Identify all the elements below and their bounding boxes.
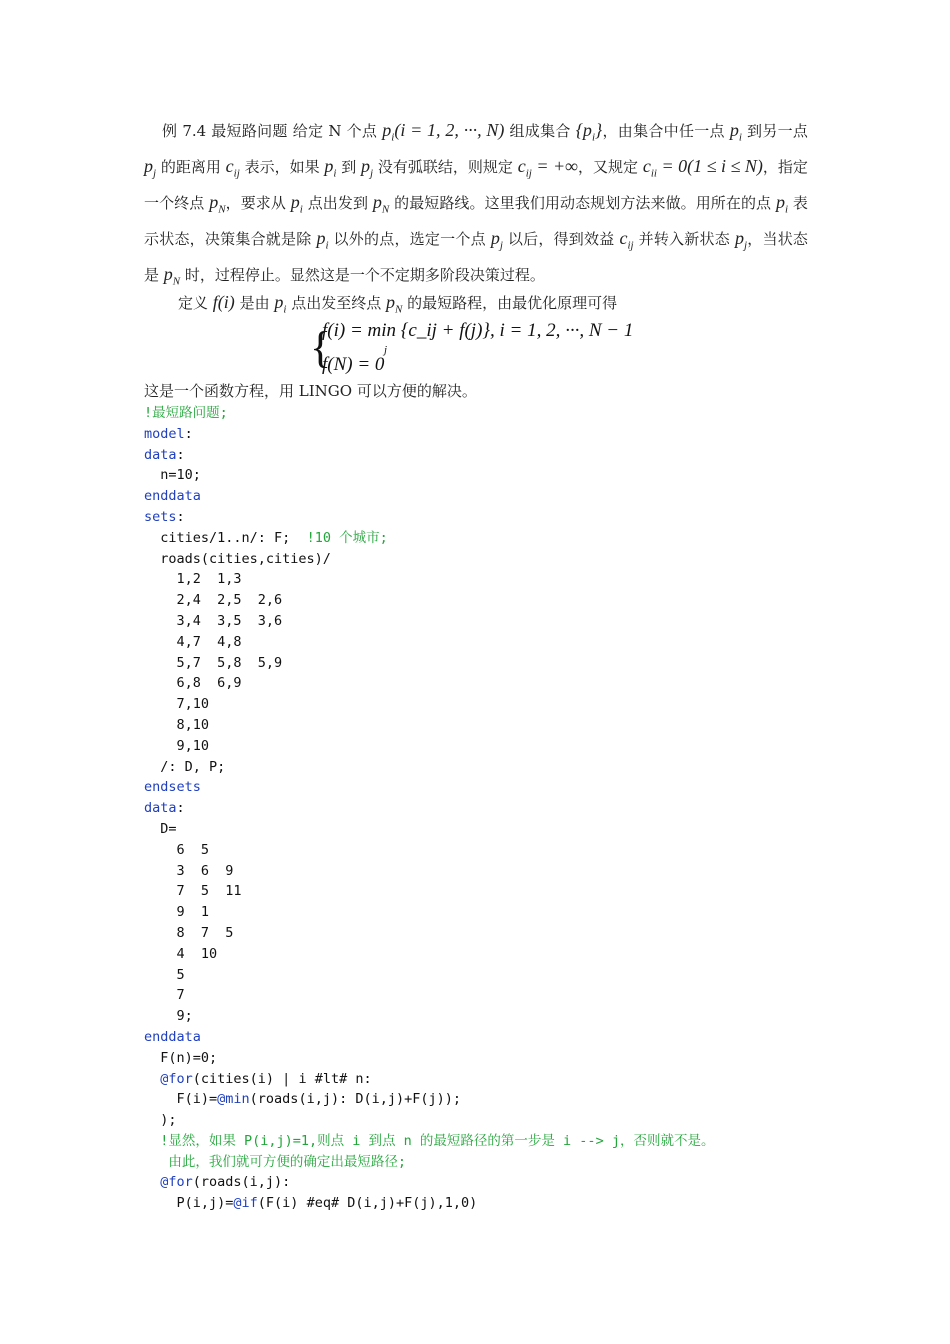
- code-comment: !显然，如果 P(i,j)=1,则点 i 到点 n 的最短路径的第一步是 i --> j，否则就不是。: [144, 1132, 715, 1149]
- code-text: F(n)=0;: [144, 1049, 218, 1066]
- code-line: [144, 673, 808, 694]
- equation-line-1: f(i) = min {c_ij + f(j)}, i = 1, 2, ···, N − 1: [322, 320, 634, 341]
- code-line: [144, 653, 808, 674]
- code-line: [144, 861, 808, 882]
- code-text: (F(i) #eq# D(i,j)+F(j),1,0): [257, 1195, 478, 1212]
- code-keyword: enddata: [144, 488, 201, 505]
- code-line: [144, 1048, 808, 1069]
- code-line: [144, 569, 808, 590]
- code-line: [144, 923, 808, 944]
- code-line: [144, 1027, 808, 1048]
- code-line: [144, 798, 808, 819]
- math-cij: $c_{ij}$: [619, 228, 634, 252]
- code-comment: 由此，我们就可方便的确定出最短路径;: [144, 1153, 407, 1170]
- code-keyword: @for: [160, 1174, 193, 1191]
- code-comment: !最短路问题;: [144, 405, 228, 421]
- equation-line-2: f(N) = 0: [322, 354, 385, 375]
- code-keyword: data: [144, 800, 177, 817]
- paragraph-problem-statement: 例 7.4 最短路问题 给定 N 个点 $p_i(i = 1$, 2, ···, N) 组成集合 $\{p_i\}$，由集合中任一点 $p_i$ 到另一点 $p_j$ 的距离用 $c_{ij}$ 表示，如果 $p_i$ 到 $p_j$ 没有弧联结，则规定 $c_{ij}$ = +∞，又规定 $c_{ii} = 0(1 \le i \le N)$，指定一个终点 $p_N$，要求从 $p_i$ 点出发到 $p_N$ 的最短路线。这里我们用动态规划方法来做。用所在的点 $p_i$ 表示状态，决策集合就是除 $p_i$ 以外的点，选定一个点 $p_j$ 以后，得到效益 $c_{ij}$ 并转入新状态 $p_j$，当状态是 $p_N$ 时，过程停止。显然这是一个不定期多阶段决策过程。: [144, 120, 808, 288]
- math-pj: $p_j$: [144, 156, 157, 180]
- math-pi: $p_i$: [274, 292, 287, 316]
- paragraph-lingo-intro: 这是一个函数方程，用 LINGO 可以方便的解决。: [144, 382, 477, 400]
- code-text: :: [184, 425, 193, 442]
- code-text: n=10;: [144, 467, 201, 484]
- code-line: [144, 902, 808, 923]
- code-text: [144, 1174, 160, 1190]
- code-line: [144, 777, 808, 798]
- code-line: [144, 1131, 808, 1152]
- math-set-pi: $\{p_i\}$: [575, 120, 603, 144]
- code-text: 6,8 6,9: [144, 675, 242, 692]
- math-pi: $p_i$: [290, 192, 303, 216]
- code-text: 8,10: [144, 716, 210, 733]
- code-text: F(i)=: [144, 1091, 218, 1108]
- code-text: [144, 1071, 160, 1087]
- code-line: [144, 549, 808, 570]
- math-pj: $p_j$: [361, 156, 374, 180]
- code-text: 7: [144, 987, 185, 1004]
- code-text: );: [144, 1112, 177, 1129]
- code-line: [144, 1110, 808, 1131]
- code-text: 5,7 5,8 5,9: [144, 654, 283, 671]
- math-pi: $p_i$: [729, 120, 742, 144]
- code-comment: !10 个城市;: [306, 529, 388, 546]
- code-text: 8 7 5: [144, 924, 234, 941]
- code-text: 6 5: [144, 841, 210, 858]
- math-pN: $p_N$: [372, 192, 390, 216]
- code-keyword: enddata: [144, 1028, 201, 1045]
- code-text: 7,10: [144, 696, 210, 713]
- code-keyword: model: [144, 425, 185, 442]
- code-line: [144, 486, 808, 507]
- code-keyword: data: [144, 446, 177, 463]
- paragraph-definition: 定义 f(i) 是由 $p_i$ 点出发至终点 $p_N$ 的最短路程，由最优化原理可得: [178, 292, 618, 316]
- code-line: [144, 403, 808, 424]
- min-subscript: j: [384, 344, 388, 356]
- code-text: :: [176, 508, 185, 525]
- code-text: 7 5 11: [144, 883, 242, 900]
- code-text: P(i,j)=: [144, 1195, 234, 1212]
- code-text: (cities(i) | i #lt# n:: [192, 1070, 372, 1087]
- math-f-of-i: f(i): [212, 292, 235, 312]
- code-text: :: [176, 800, 185, 817]
- code-text: :: [176, 446, 185, 463]
- code-line: [144, 965, 808, 986]
- math-pN: $p_N$: [386, 292, 403, 316]
- code-text: 4 10: [144, 945, 218, 962]
- math-pN: $p_N$: [163, 264, 181, 288]
- code-keyword: @for: [160, 1070, 193, 1087]
- math-pi: $p_i$: [316, 228, 329, 252]
- code-text: 9 1: [144, 904, 210, 921]
- code-text: cities/1..n/: F;: [144, 529, 307, 546]
- code-text: D=: [144, 820, 177, 837]
- code-line: [144, 944, 808, 965]
- code-text: roads(cities,cities)/: [144, 550, 331, 567]
- code-text: (roads(i,j): D(i,j)+F(j));: [249, 1091, 461, 1108]
- left-brace: {: [310, 323, 332, 372]
- code-line: [144, 840, 808, 861]
- math-cij-infinity: $c_{ij}$ = +∞: [517, 156, 578, 180]
- code-line: [144, 985, 808, 1006]
- code-text: 1,2 1,3: [144, 571, 242, 588]
- math-pi-set: $p_i(i = 1$, 2, ···, N): [382, 120, 505, 144]
- code-line: [144, 881, 808, 902]
- code-line: [144, 1193, 808, 1214]
- math-cij: $c_{ij}$: [225, 156, 240, 180]
- code-keyword: sets: [144, 508, 177, 525]
- code-line: [144, 736, 808, 757]
- math-pN: $p_N$: [209, 192, 226, 216]
- math-pj: $p_j$: [734, 228, 748, 252]
- code-line: [144, 424, 808, 445]
- code-line: [144, 590, 808, 611]
- code-line: [144, 1172, 808, 1193]
- code-line: [144, 507, 808, 528]
- code-line: [144, 1089, 808, 1110]
- code-line: [144, 1069, 808, 1090]
- code-text: 9;: [144, 1008, 193, 1025]
- code-line: [144, 632, 808, 653]
- code-text: 2,4 2,5 2,6: [144, 592, 283, 609]
- code-keyword: endsets: [144, 779, 201, 796]
- math-pi: $p_i$: [324, 156, 337, 180]
- code-text: 5: [144, 966, 185, 983]
- code-line: [144, 1006, 808, 1027]
- code-text: 3,4 3,5 3,6: [144, 612, 283, 629]
- code-line: [144, 445, 808, 466]
- code-line: [144, 1152, 808, 1173]
- math-cii-zero: $c_{ii} = 0(1 \le i \le N)$: [642, 156, 763, 180]
- code-line: [144, 528, 808, 549]
- code-line: [144, 819, 808, 840]
- code-line: [144, 611, 808, 632]
- code-keyword: @min: [217, 1091, 250, 1108]
- code-line: [144, 465, 808, 486]
- code-text: (roads(i,j):: [192, 1174, 291, 1191]
- code-keyword: @if: [233, 1195, 258, 1212]
- math-pi: $p_i$: [776, 192, 789, 216]
- code-text: 4,7 4,8: [144, 633, 242, 650]
- code-text: 9,10: [144, 737, 210, 754]
- math-pj: $p_j$: [490, 228, 503, 252]
- code-line: [144, 715, 808, 736]
- lingo-code-listing: [144, 403, 808, 1214]
- code-text: 3 6 9: [144, 862, 234, 879]
- code-line: [144, 694, 808, 715]
- code-line: [144, 757, 808, 778]
- code-text: /: D, P;: [144, 758, 226, 775]
